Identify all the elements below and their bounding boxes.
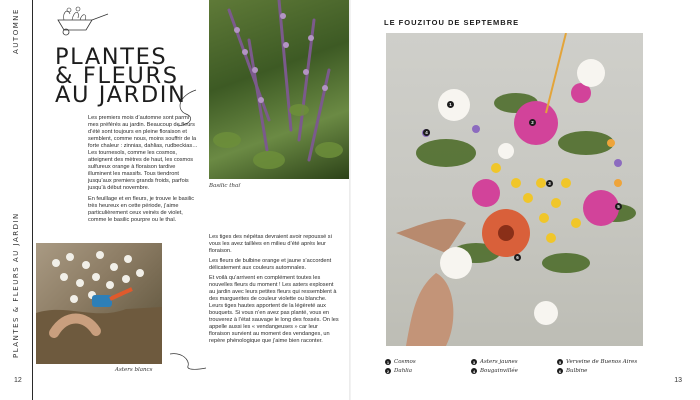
legend-item (385, 368, 471, 374)
page-title (55, 44, 187, 108)
section-label: AUTOMNE (12, 8, 20, 54)
legend-item (471, 368, 557, 374)
caption-aster: Asters blancs (115, 367, 153, 373)
title-line: & FLEURS (55, 63, 179, 89)
legend-number: 5 (558, 359, 562, 365)
title-line: AU JARDIN (55, 82, 187, 108)
page-number-right: 13 (674, 377, 682, 384)
caption-basil: Basilic thaï (209, 183, 241, 189)
legend-number: 1 (386, 359, 390, 365)
paragraph: Les premiers mois d’automne sont parmi mes préférés au jardin. Beaucoup de fleurs d’été sont toujours en pleine floraison et semblent, comme nous, moins souffrir de la forte chaleur : zinnias, dahlias, rudbeckias… Les tournesols, comme les cosmos, atteignent des mètres de haut, les cosmos sulfureux orange à floraison tardive illuminent les massifs. Tous tiendront jusqu’aux premiers grands froids, parfois jusqu’à début novembre. (88, 115, 198, 191)
paragraph: En feuillage et en fleurs, je trouve le basilic très heureux en cette période, j’aime particulièrement ceux veinés de violet, comme le basilic pourpre ou le thaï. (88, 196, 195, 223)
bouquet-photo (386, 33, 643, 346)
legend-name: Bulbine (566, 368, 588, 374)
left-page (0, 0, 349, 400)
marker-1: 1 (447, 101, 454, 108)
page-number-left: 12 (14, 377, 22, 384)
marker-4: 4 (423, 129, 430, 136)
intro-text (88, 115, 200, 224)
paragraph: Les tiges des népétas devraient avoir repoussé si vous les avez taillées en milieu d’été après leur floraison. (209, 234, 332, 254)
basil-photo (209, 0, 349, 179)
legend-name: Asters jaunes (480, 359, 518, 365)
legend-item (385, 359, 471, 365)
legend-item (471, 359, 557, 365)
legend-name: Verveine de Buenos Aires (566, 359, 638, 365)
legend-name: Dahlia (394, 368, 413, 374)
marker-5: 5 (615, 203, 622, 210)
decorative-curl (168, 350, 208, 372)
legend-number: 2 (386, 368, 390, 374)
legend-item (557, 368, 647, 374)
column-text (209, 234, 340, 345)
legend-name: Cosmos (394, 359, 416, 365)
marker-6: 6 (514, 254, 521, 261)
paragraph: Les fleurs de bulbine orange et jaune s’accordent délicatement aux couleurs automnales. (209, 258, 332, 271)
photo-legend (385, 359, 645, 374)
title-line: PLANTES (55, 44, 168, 70)
marker-3: 3 (546, 180, 553, 187)
legend-number: 3 (472, 359, 476, 365)
running-head: PLANTES & FLEURS AU JARDIN (12, 212, 20, 358)
legend-name: Bougainvillée (480, 368, 518, 374)
aster-photo (36, 243, 162, 364)
legend-number: 4 (472, 368, 476, 374)
paragraph: Et voilà qu’arrivent en complément toutes les nouvelles fleurs du moment ! Les asters explosent au jardin avec leurs petites fleurs qui ressemblent à des marguerites de couleur violette ou blanche. Leurs tiges hautes apportent de la légèreté aux bouquets. Si vous n’en avez pas planté, vous en trouverez à l’état sauvage le long des fossés. On les appelle aussi les « vendangeuses » car leur floraison survient au moment des vendanges, un repère phénologique que j’aime bien raconter. (209, 275, 339, 344)
legend-item (557, 359, 647, 365)
marker-2: 2 (529, 119, 536, 126)
wheelbarrow-illustration (52, 4, 112, 36)
section-title: LE FOUZITOU DE SEPTEMBRE (384, 18, 520, 27)
legend-number: 6 (558, 368, 562, 374)
